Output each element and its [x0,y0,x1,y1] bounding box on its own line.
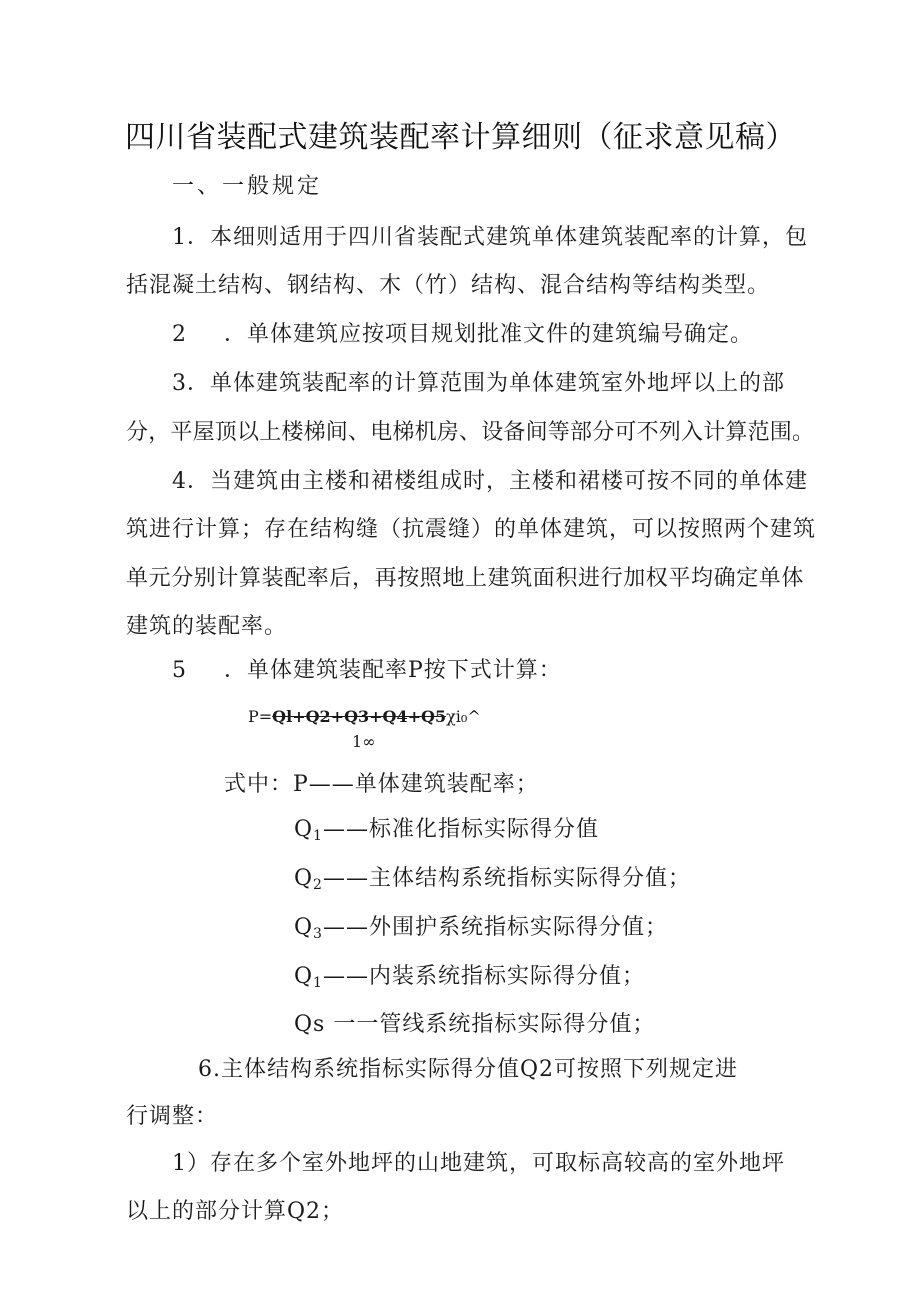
item-2 [172,320,753,350]
q1-text: ——标准化指标实际得分值 [322,817,599,842]
formula-lhs: P= [248,707,273,726]
item-1-line-2: 括混凝土结构、钢结构、木（竹）结构、混合结构等结构类型。 [126,273,771,298]
item-4-line-4: 建筑的装配率。 [126,614,288,639]
definition-q5: Qs 一一管线系统指标实际得分值； [294,1012,656,1037]
section-heading-general: 一、一般规定 [172,174,323,199]
document-title: 四川省装配式建筑装配率计算细则（征求意见稿） [125,120,796,155]
q3-subscript: 3 [313,926,323,942]
item-6-line-2: 行调整： [126,1104,219,1129]
q3-symbol: Q [294,915,314,940]
q4-text: ——内装系统指标实际得分值； [322,964,645,989]
q4-symbol: Q [294,964,314,989]
formula-denominator: 1∞ [352,732,376,751]
assembly-rate-formula [248,706,481,728]
definition-q2 [294,864,691,900]
item-6-line-1: 6.主体结构系统指标实际得分值Q2可按照下列规定进 [198,1057,739,1082]
item-3-line-1: 3．单体建筑装配率的计算范围为单体建筑室外地坪以上的部 [172,371,785,396]
item-1-line-1: 1．本细则适用于四川省装配式建筑单体建筑装配率的计算，包 [172,225,808,250]
item-4-line-3: 单元分别计算装配率后，再按照地上建筑面积进行加权平均确定单体 [126,566,805,591]
formula-tail: χi₀^ [446,707,481,726]
q1-symbol: Q [294,817,314,842]
item-5 [172,656,562,686]
q1-subscript: 1 [313,828,323,844]
q3-text: ——外围护系统指标实际得分值； [322,915,668,940]
item-6-sub-1-line-2: 以上的部分计算Q2； [126,1199,345,1224]
item-4-line-1: 4．当建筑由主楼和裙楼组成时，主楼和裙楼可按不同的单体建 [172,469,808,494]
q2-subscript: 2 [313,877,323,893]
definition-q1 [294,815,599,851]
definition-q3 [294,913,668,949]
item-4-line-2: 筑进行计算；存在结构缝（抗震缝）的单体建筑，可以按照两个建筑 [126,517,817,542]
item-5-text: ．单体建筑装配率P按下式计算： [224,658,562,683]
definition-lead: 式中：P——单体建筑装配率； [224,772,539,797]
item-2-number: 2 [172,322,187,347]
item-3-line-2: 分，平屋顶以上楼梯间、电梯机房、设备间等部分可不列入计算范围。 [126,420,815,445]
definition-q4 [294,962,645,998]
formula-terms: Ql+Q2+Q3+Q4+Q5 [272,707,447,726]
item-2-text: ．单体建筑应按项目规划批准文件的建筑编号确定。 [224,322,754,347]
q2-symbol: Q [294,866,314,891]
item-5-number: 5 [172,658,187,683]
q4-subscript: 1 [313,975,323,991]
q2-text: ——主体结构系统指标实际得分值； [322,866,691,891]
item-6-sub-1-line-1: 1）存在多个室外地坪的山地建筑，可取标高较高的室外地坪 [172,1151,785,1176]
